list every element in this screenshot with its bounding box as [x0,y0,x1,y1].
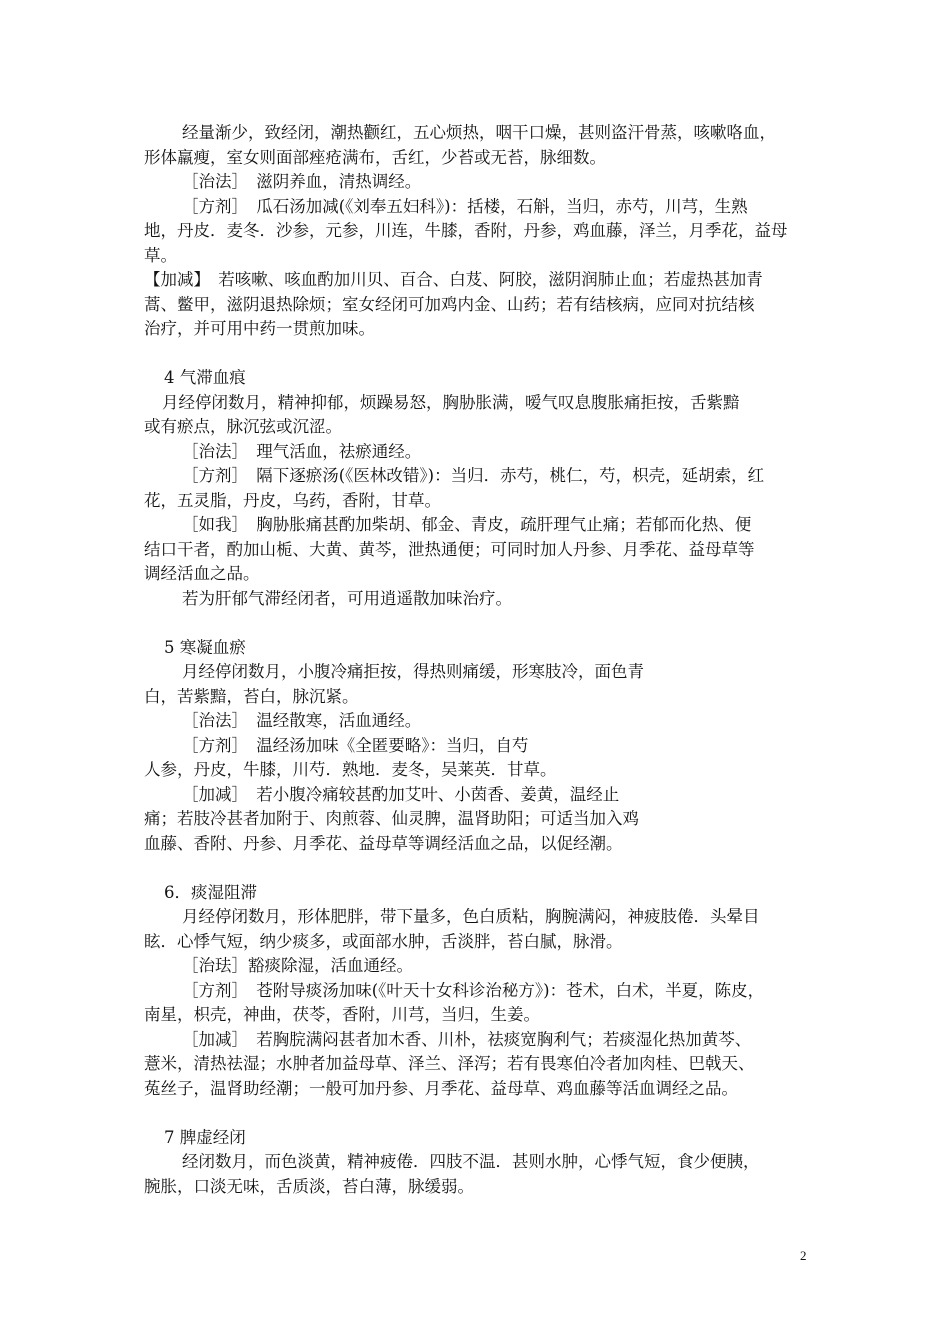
text-line: 月经停闭数月，小腹冷痛拒按，得热则痛缓，形寒肢冷，面色青 [182,662,644,681]
paragraph-gap [144,342,812,367]
text-line: 血藤、香附、丹参、月季花、益母草等调经活血之品，以促经潮。 [144,833,623,853]
text-line: 痛；若肢冷甚者加附于、肉煎蓉、仙灵脾，温肾助阳；可适当加入鸡 [144,809,639,828]
text-line: 经量渐少，致经闭，潮热颧红，五心烦热，咽干口燥，甚则盗汗骨蒸，咳嗽咯血， [182,123,776,142]
text-line: ［加减］ 若小腹冷痛较甚酌加艾叶、小茵香、姜黄，温经止 [182,784,620,804]
text-line: 菟丝子，温肾助经潮；一般可加丹参、月季花、益母草、鸡血藤等活血调经之品。 [144,1078,738,1098]
paragraph-gap [144,1101,812,1126]
text-line: 调经活血之品。 [144,564,260,583]
text-line: 【加减】 若咳嗽、咳血酌加川贝、百合、白芨、阿胶，滋阴润肺止血；若虚热甚加青 [144,270,763,289]
text-line: 若为肝郁气滞经闭者，可用逍遥散加味治疗。 [182,588,512,608]
text-line: 白，苦紫黯，苔白，脉沉紧。 [144,686,359,706]
text-line: 结口干者，酌加山栀、大黄、黄芩，泄热通便；可同时加人丹参、月季花、益母草等 [144,539,755,559]
text-line: 月经停闭数月，形体肥胖，带下量多，色白质粘，胸腕满闷，神疲肢倦．头晕目 [182,907,760,926]
paragraph-gap [144,611,812,636]
text-line: 花，五灵脂，丹皮，乌药，香附，甘草。 [144,490,441,510]
text-line: 经闭数月，而色淡黄，精神疲倦．四肢不温．甚则水肿，心悸气短，食少便胰， [182,1152,760,1171]
text-line: 腕胀，口淡无味，舌质淡，苔白薄，脉缓弱。 [144,1176,474,1196]
text-line: 眩．心悸气短，纳少痰多，或面部水肿，舌淡胖，苔白腻，脉滑。 [144,931,623,951]
text-line: 形体羸瘦，室女则面部痤疮满布，舌红，少苔或无苔，脉细数。 [144,147,606,167]
text-line: ［加减］ 若胸脘满闷甚者加木香、川朴，祛痰宽胸利气；若痰湿化热加黄芩、 [182,1029,752,1049]
text-line: 月经停闭数月，精神抑郁，烦躁易怒，胸胁胀满，嗳气叹息腹胀痛拒按，舌紫黯 [162,392,740,412]
text-line: ［方剂］ 隔下逐瘀汤(《医林改错》)：当归．赤芍，桃仁，芍，枳壳，延胡索，红 [182,466,765,485]
text-line: 或有瘀点，脉沉弦或沉涩。 [144,417,342,436]
text-line: 地，丹皮．麦冬．沙参，元参，川连，牛膝，香附，丹参，鸡血藤，泽兰，月季花，益母 [144,221,788,240]
document-body [144,121,812,1199]
text-line: ［方剂］ 苍附导痰汤加味(《叶天十女科诊治秘方》)：苍术，白术，半夏，陈皮， [182,980,765,1000]
text-line: 蒿、鳖甲，滋阴退热除烦；室女经闭可加鸡内金、山药；若有结核病，应同对抗结核 [144,294,755,314]
text-line: ［治法］ 理气活血，祛瘀通经。 [182,441,422,461]
section-heading: 7 脾虚经闭 [164,1127,246,1147]
text-line: 草。 [144,245,177,265]
section-heading: 6．痰湿阻滞 [164,882,257,902]
text-line: 薏米，清热祛湿；水肿者加益母草、泽兰、泽泻；若有畏寒伯冷者加肉桂、巴戟天、 [144,1054,755,1073]
section-heading: 5 寒凝血瘀 [164,637,246,657]
text-line: ［治法］ 温经散寒，活血通经。 [182,711,422,730]
text-line: ［方剂］ 瓜石汤加减(《刘奉五妇科》)：括楼，石斛，当归，赤芍，川芎，生熟 [182,196,748,216]
page-number: 2 [800,1248,807,1263]
paragraph-gap [144,856,812,881]
text-line: 人参，丹皮，牛膝，川芍．熟地．麦冬，吴莱英．甘草。 [144,760,557,779]
section-heading: 4 气滞血痕 [164,368,246,387]
text-line: ［如我］ 胸胁胀痛甚酌加柴胡、郁金、青皮，疏肝理气止痛；若郁而化热、便 [182,515,752,534]
text-line: 治疗，并可用中药一贯煎加味。 [144,319,375,338]
text-line: ［治珐］豁痰除湿，活血通经。 [182,956,413,975]
text-line: ［方剂］ 温经汤加味《全匿要略》：当归，自芍 [182,735,529,755]
text-line: ［治法］ 滋阴养血，清热调经。 [182,172,422,191]
text-line: 南星，枳壳，神曲，茯苓，香附，川芎，当归，生姜。 [144,1005,540,1024]
